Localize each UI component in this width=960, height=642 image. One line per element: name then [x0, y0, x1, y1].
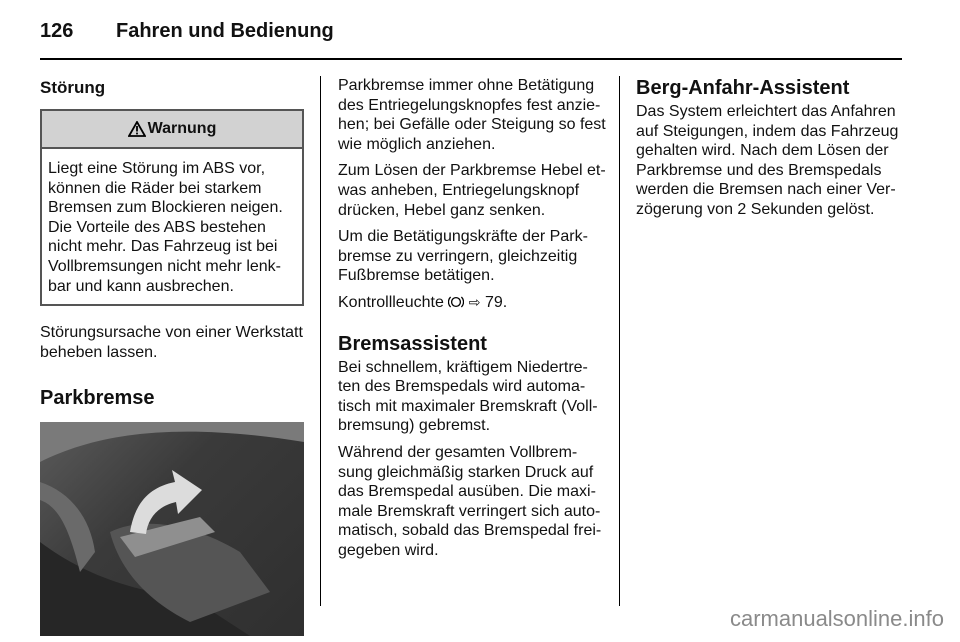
kontrollleuchte-label: Kontrollleuchte: [338, 293, 444, 311]
paragraph-stoerung: Störungsursache von einer Werkstatt beheben lassen.: [40, 324, 303, 361]
paragraph-bremsassistent: Bei schnellem, kräftigem Niedertre- ten des Bremspedals wird automa- tisch mit maximaler Bremskraft (Voll- bremsung) gebremst.: [338, 358, 598, 435]
warning-triangle-icon: [128, 121, 146, 137]
warning-box: [40, 109, 304, 306]
heading-stoerung: Störung: [40, 78, 106, 97]
chapter-title: Fahren und Bedienung: [116, 20, 334, 42]
warning-label: Warnung: [147, 120, 217, 138]
page-number: 126: [40, 20, 74, 42]
column-divider-2: [619, 76, 620, 606]
heading-bremsassistent: Bremsassistent: [338, 332, 487, 355]
column-3: [636, 76, 906, 220]
page-reference-icon: ⇨: [468, 293, 481, 310]
paragraph-loesen: Zum Lösen der Parkbremse Hebel et- was anheben, Entriegelungsknopf drücken, Hebel ganz senken.: [338, 162, 606, 219]
warning-header: [42, 111, 302, 149]
paragraph-anziehen: Parkbremse immer ohne Betätigung des Entriegelungsknopfes fest anzie- hen; bei Gefälle oder Steigung so fest wie möglich anziehen.: [338, 77, 606, 153]
warning-text: Liegt eine Störung im ABS vor, können die Räder bei starkem Bremsen zum Blockieren neigen. Die Vorteile des ABS bestehen nicht mehr. Das Fahrzeug ist bei Vollbremsungen nicht mehr lenk- bar und kann ausbrechen.: [48, 160, 283, 295]
paragraph-kontrollleuchte: [338, 293, 606, 313]
brake-warning-light-icon: [448, 295, 464, 309]
column-2: [338, 76, 606, 560]
paragraph-betaetigungskraefte: Um die Betätigungskräfte der Park- bremse zu verringern, gleichzeitig Fußbremse betätigen.: [338, 228, 588, 285]
paragraph-berg-anfahr: Das System erleichtert das Anfahren auf Steigungen, indem das Fahrzeug gehalten wird. Nach dem Lösen der Parkbremse und des Bremspedals werden die Bremsen nach einer Ver- zögerung von 2 Sekunden gelöst.: [636, 103, 899, 218]
watermark: carmanualsonline.info: [729, 606, 944, 631]
column-divider-1: [320, 76, 321, 606]
header-rule: [40, 58, 902, 60]
heading-parkbremse: Parkbremse: [40, 387, 155, 410]
heading-berg-anfahr-assistent: Berg-Anfahr-Assistent: [636, 77, 850, 99]
paragraph-vollbremsung: Während der gesamten Vollbrem- sung gleichmäßig starken Druck auf das Bremspedal ausüben. Die maxi- male Bremskraft verringert sich auto- matisch, sobald das Bremspedal frei- gegeben wird.: [338, 443, 602, 559]
column-1: [40, 76, 304, 636]
kontrollleuchte-page-ref: 79.: [484, 293, 508, 311]
parking-brake-illustration: [40, 422, 304, 636]
